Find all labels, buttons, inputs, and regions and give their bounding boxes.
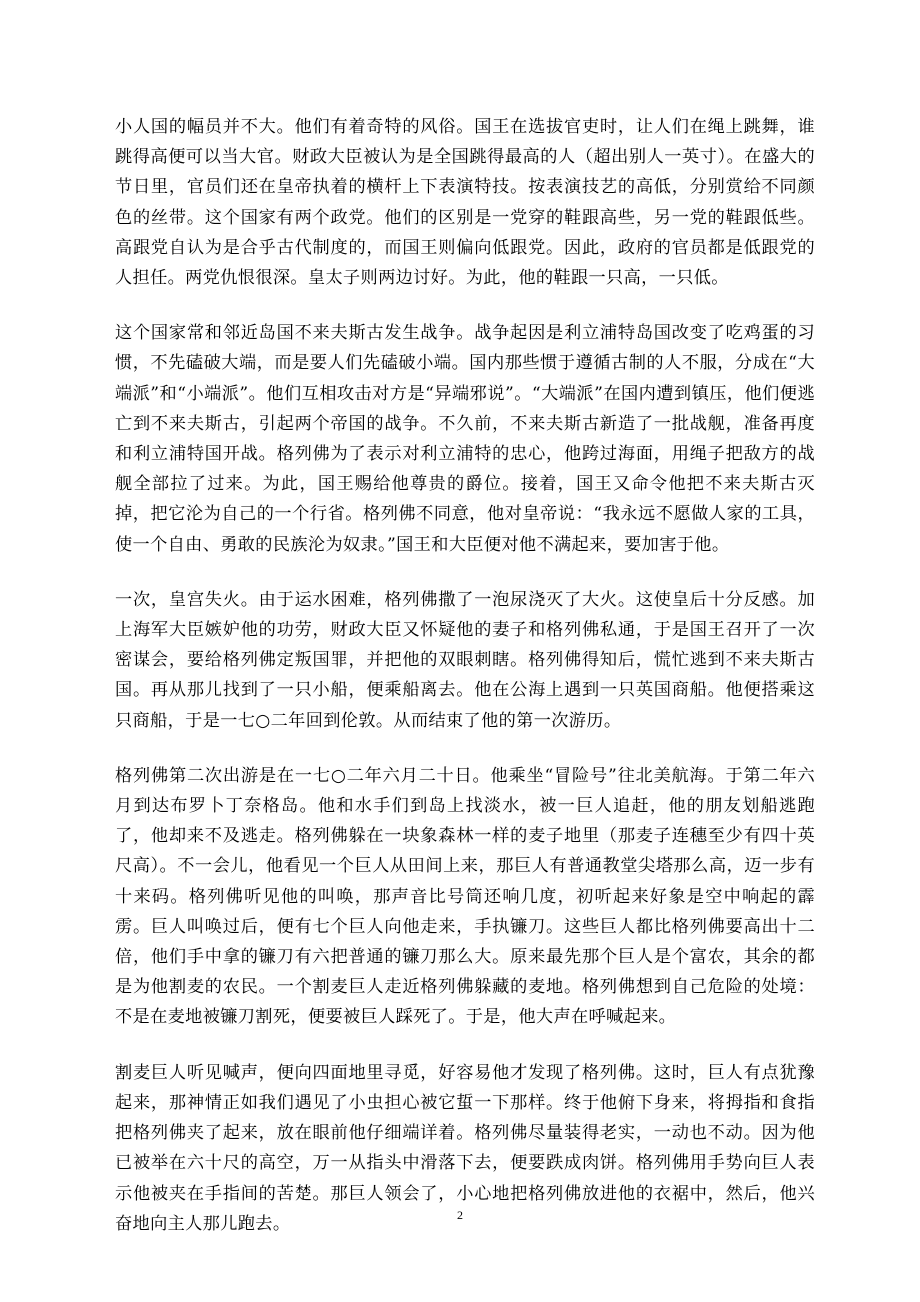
paragraph-5: 割麦巨人听见喊声，便向四面地里寻觅，好容易他才发现了格列佛。这时，巨人有点犹豫起来，那神情正如我们遇见了小虫担心被它蜇一下那样。终于他俯下身来，将拇指和食指把格列佛夹了起来，放在眼前他仔细端详着。格列佛尽量装得老实，一动也不动。因为他已被举在六十尺的高空，万一从指头中滑落下去，便要跌成肉饼。格列佛用手势向巨人表示他被夹在手指间的苦楚。那巨人领会了，小心地把格列佛放进他的衣裾中，然后，他兴奋地向主人那儿跑去。 xyxy=(115,1062,815,1234)
page-number: 2 xyxy=(457,1208,463,1222)
paragraph-2: 这个国家常和邻近岛国不来夫斯古发生战争。战争起因是利立浦特岛国改变了吃鸡蛋的习惯，不先磕破大端，而是要人们先磕破小端。国内那些惯于遵循古制的人不服，分成在“大端派”和“小端派”。他们互相攻击对方是“异端邪说”。“大端派”在国内遭到镇压，他们便逃亡到不来夫斯古，引起两个帝国的战争。不久前，不来夫斯古新造了一批战舰，准备再度和利立浦特国开战。格列佛为了表示对利立浦特的忠心，他跨过海面，用绳子把敌方的战舰全部拉了过来。为此，国王赐给他尊贵的爵位。接着，国王又命令他把不来夫斯古灭掉，把它沦为自己的一个行省。格列佛不同意，他对皇帝说：“我永远不愿做人家的工具，使一个自由、勇敢的民族沦为奴隶。”国王和大臣便对他不满起来，要加害于他。 xyxy=(115,323,815,555)
paragraph-3: 一次，皇宫失火。由于运水困难，格列佛撒了一泡尿浇灭了大火。这使皇后十分反感。加上海军大臣嫉妒他的功劳，财政大臣又怀疑他的妻子和格列佛私通，于是国王召开了一次密谋会，要给格列佛定叛国罪，并把他的双眼刺瞎。格列佛得知后，慌忙逃到不来夫斯古国。再从那儿找到了一只小船，便乘船离去。他在公海上遇到一只英国商船。他便搭乘这只商船，于是一七○二年回到伦敦。从而结束了他的第一次游历。 xyxy=(115,589,815,731)
paragraph-4: 格列佛第二次出游是在一七○二年六月二十日。他乘坐“冒险号”往北美航海。于第二年六月到达布罗卜丁奈格岛。他和水手们到岛上找淡水，被一巨人追赶，他的朋友划船逃跑了，他却来不及逃走。格列佛躲在一块象森林一样的麦子地里（那麦子连穗至少有四十英尺高）。不一会儿，他看见一个巨人从田间上来，那巨人有普通教堂尖塔那么高，迈一步有十来码。格列佛听见他的叫唤，那声音比号筒还响几度，初听起来好象是空中响起的霹雳。巨人叫唤过后，便有七个巨人向他走来，手执镰刀。这些巨人都比格列佛要高出十二倍，他们手中拿的镰刀有六把普通的镰刀那么大。原来最先那个巨人是个富农，其余的都是为他割麦的农民。一个割麦巨人走近格列佛躲藏的麦地。格列佛想到自己危险的处境：不是在麦地被镰刀割死，便要被巨人踩死了。于是，他大声在呼喊起来。 xyxy=(115,765,815,1028)
document-body xyxy=(115,112,815,1264)
paragraph-1: 小人国的幅员并不大。他们有着奇特的风俗。国王在选拔官吏时，让人们在绳上跳舞，谁跳得高便可以当大官。财政大臣被认为是全国跳得最高的人（超出别人一英寸）。在盛大的节日里，官员们还在皇帝执着的横杆上下表演特技。按表演技艺的高低，分别赏给不同颜色的丝带。这个国家有两个政党。他们的区别是一党穿的鞋跟高些，另一党的鞋跟低些。高跟党自认为是合乎古代制度的，而国王则偏向低跟党。因此，政府的官员都是低跟党的人担任。两党仇恨很深。皇太子则两边讨好。为此，他的鞋跟一只高，一只低。 xyxy=(115,117,815,289)
